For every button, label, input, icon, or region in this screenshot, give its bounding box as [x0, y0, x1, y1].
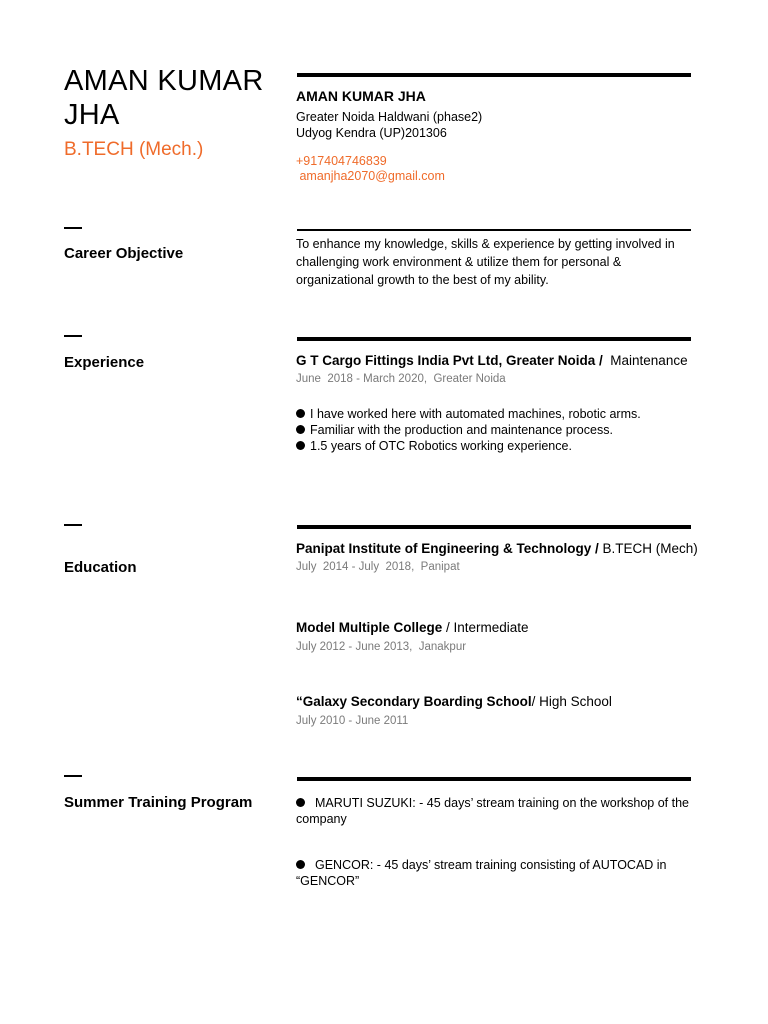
experience-heading: [296, 353, 688, 368]
bullet-icon: [296, 441, 305, 450]
education-dates-3: July 2010 - June 2011: [296, 715, 409, 727]
education-entry-2: Model Multiple College / Intermediate: [296, 620, 529, 635]
bullet-icon: [296, 409, 305, 418]
training-rule: [297, 777, 691, 781]
education-dates-2: July 2012 - June 2013, Janakpur: [296, 641, 467, 653]
bullet-icon: [296, 425, 305, 434]
company-name: G T Cargo Fittings India Pvt Ltd, Greater Noida /: [296, 353, 607, 368]
section-dash: [64, 775, 82, 777]
education-title: Education: [64, 559, 137, 576]
experience-dates: June 2018 - March 2020, Greater Noida: [296, 373, 506, 385]
list-item: Familiar with the production and maintenance process.: [296, 422, 641, 438]
section-dash: [64, 227, 82, 229]
section-dash: [64, 335, 82, 337]
contact-name: AMAN KUMAR JHA: [296, 88, 426, 104]
experience-bullets: [296, 406, 641, 454]
experience-rule: [297, 337, 691, 341]
list-item: I have worked here with automated machines, robotic arms.: [296, 406, 641, 422]
career-objective-text: To enhance my knowledge, skills & experience by getting involved in challenging work environment & utilize them for personal & organizational growth to the best of my ability.: [296, 237, 675, 287]
address-line-2: Udyog Kendra (UP)201306: [296, 126, 447, 140]
experience-title: Experience: [64, 354, 145, 371]
candidate-name: AMAN KUMAR JHA: [64, 65, 264, 131]
education-rule: [297, 525, 691, 529]
bullet-icon: [296, 798, 305, 807]
training-item-2: GENCOR: - 45 days’ stream training consisting of AUTOCAD in “GENCOR”: [296, 858, 667, 888]
career-rule: [297, 229, 691, 231]
candidate-degree: B.TECH (Mech.): [64, 139, 204, 160]
summer-training-title: Summer Training Program: [64, 794, 253, 811]
education-entry-3: “Galaxy Secondary Boarding School/ High School: [296, 694, 612, 709]
education-entry-1: Panipat Institute of Engineering & Technology / B.TECH (Mech): [296, 541, 698, 556]
career-objective-title: Career Objective: [64, 245, 184, 262]
header-rule: [297, 73, 691, 77]
section-dash: [64, 524, 82, 526]
email-address: amanjha2070@gmail.com: [296, 169, 445, 183]
education-dates-1: July 2014 - July 2018, Panipat: [296, 561, 460, 573]
training-item-1: MARUTI SUZUKI: - 45 days’ stream training on the workshop of the company: [296, 796, 689, 826]
bullet-icon: [296, 860, 305, 869]
address-line-1: Greater Noida Haldwani (phase2): [296, 110, 483, 124]
job-role: Maintenance: [606, 353, 688, 368]
phone-number: +917404746839: [296, 154, 387, 168]
list-item: 1.5 years of OTC Robotics working experience.: [296, 438, 641, 454]
